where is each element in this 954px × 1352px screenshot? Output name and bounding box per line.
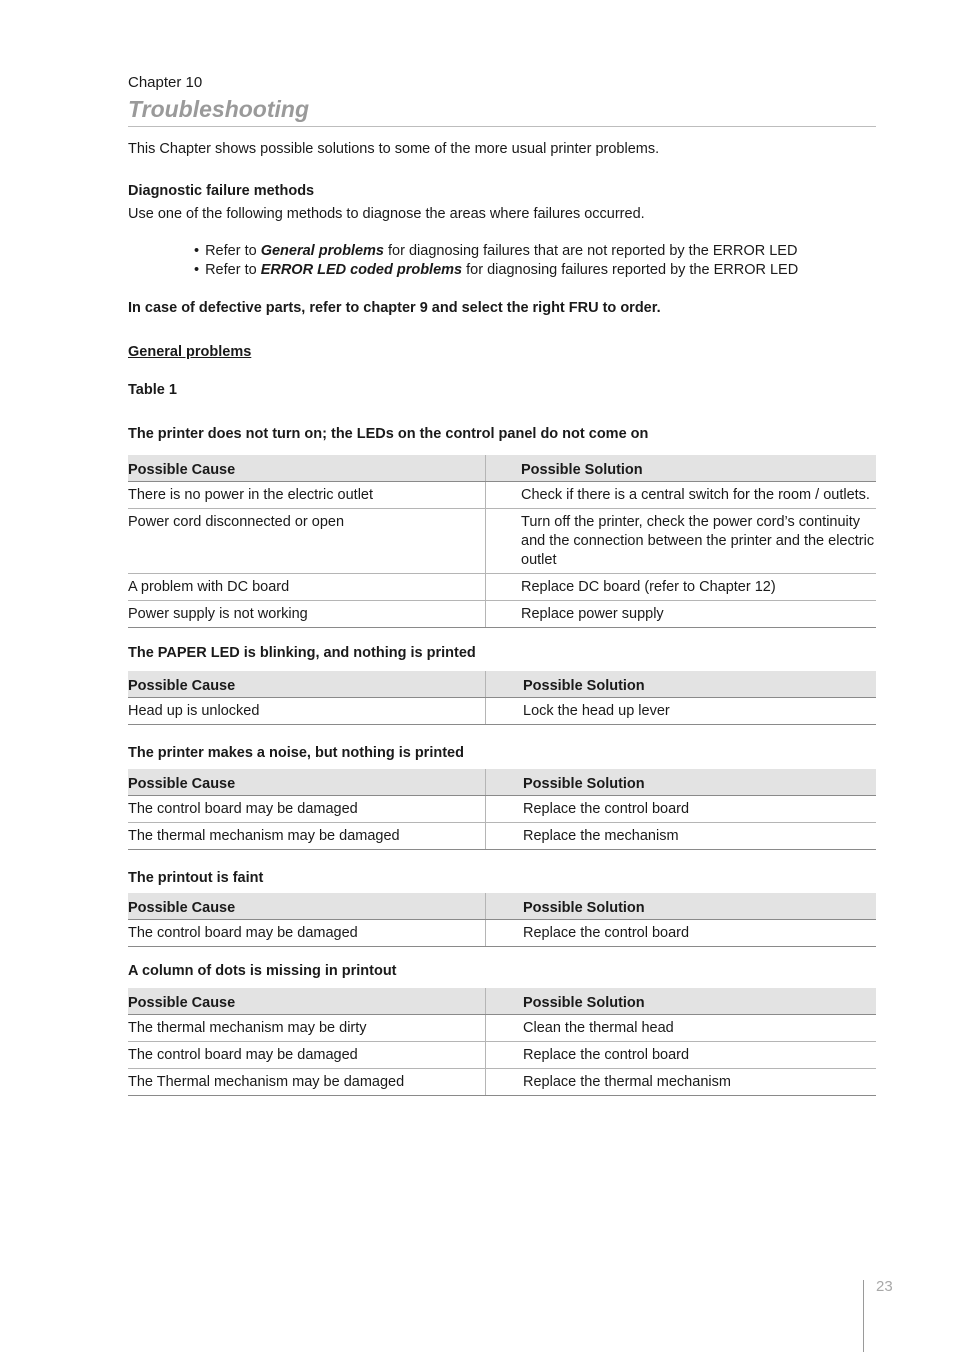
solution-cell: Replace the mechanism <box>486 823 877 850</box>
cause-cell: The control board may be damaged <box>128 920 486 947</box>
section-title: The printer does not turn on; the LEDs on the control panel do not come on <box>128 426 649 442</box>
solution-cell: Clean the thermal head <box>486 1015 877 1042</box>
troubleshooting-table <box>128 671 876 725</box>
section-title: A column of dots is missing in printout <box>128 963 397 979</box>
troubleshooting-table <box>128 455 876 628</box>
section-title: The printer makes a noise, but nothing is printed <box>128 745 464 761</box>
diagnostic-methods-list <box>128 242 876 280</box>
solution-cell: Replace power supply <box>486 601 877 628</box>
troubleshooting-table <box>128 893 876 947</box>
general-problems-reference: General problems <box>260 243 384 259</box>
table-header-row <box>128 455 876 482</box>
document-page <box>128 72 876 1096</box>
cause-cell: The thermal mechanism may be damaged <box>128 823 486 850</box>
solution-cell: Replace the control board <box>486 1042 877 1069</box>
section-title: The PAPER LED is blinking, and nothing is printed <box>128 645 476 661</box>
table-label: Table 1 <box>128 382 177 398</box>
table-row <box>128 1069 876 1096</box>
cause-header: Possible Cause <box>128 769 486 796</box>
cause-cell: The control board may be damaged <box>128 1042 486 1069</box>
diagnostic-heading: Diagnostic failure methods <box>128 183 315 199</box>
cause-cell: A problem with DC board <box>128 574 486 601</box>
solution-cell: Replace DC board (refer to Chapter 12) <box>486 574 877 601</box>
table-row <box>128 796 876 823</box>
troubleshooting-table <box>128 769 876 850</box>
cause-cell: The thermal mechanism may be dirty <box>128 1015 486 1042</box>
defective-parts-note: In case of defective parts, refer to chapter 9 and select the right FRU to order. <box>128 300 661 316</box>
solution-cell: Turn off the printer, check the power cord’s continuity and the connection between the printer and the electric outlet <box>486 509 877 574</box>
solution-cell: Replace the control board <box>486 796 877 823</box>
page-margin-rule <box>863 1280 864 1352</box>
general-problems-heading: General problems <box>128 344 252 360</box>
solution-cell: Replace the control board <box>486 920 877 947</box>
solution-cell: Replace the thermal mechanism <box>486 1069 877 1096</box>
solution-cell: Check if there is a central switch for the room / outlets. <box>486 482 877 509</box>
solution-cell: Lock the head up lever <box>486 698 877 725</box>
table-header-row <box>128 769 876 796</box>
cause-header: Possible Cause <box>128 671 486 698</box>
list-item: • Refer to General problems for diagnosing failures that are not reported by the ERROR LED <box>194 242 876 261</box>
table-header-row <box>128 671 876 698</box>
table-row <box>128 698 876 725</box>
table-row <box>128 1042 876 1069</box>
cause-cell: Power supply is not working <box>128 601 486 628</box>
cause-header: Possible Cause <box>128 455 486 482</box>
cause-cell: The control board may be damaged <box>128 796 486 823</box>
table-row <box>128 601 876 628</box>
chapter-label: Chapter 10 <box>128 74 203 91</box>
troubleshooting-table <box>128 988 876 1096</box>
cause-header: Possible Cause <box>128 988 486 1015</box>
page-number: 23 <box>876 1278 893 1295</box>
table-row <box>128 482 876 509</box>
table-header-row <box>128 988 876 1015</box>
section-title: The printout is faint <box>128 870 264 886</box>
cause-cell: Head up is unlocked <box>128 698 486 725</box>
cause-cell: The Thermal mechanism may be damaged <box>128 1069 486 1096</box>
cause-cell: Power cord disconnected or open <box>128 509 486 574</box>
table-header-row <box>128 893 876 920</box>
table-row <box>128 823 876 850</box>
solution-header: Possible Solution <box>486 988 877 1015</box>
cause-cell: There is no power in the electric outlet <box>128 482 486 509</box>
solution-header: Possible Solution <box>486 455 877 482</box>
intro-text: This Chapter shows possible solutions to some of the more usual printer problems. <box>128 141 660 157</box>
chapter-title: Troubleshooting <box>128 94 876 127</box>
table-row <box>128 574 876 601</box>
solution-header: Possible Solution <box>486 671 877 698</box>
table-row <box>128 1015 876 1042</box>
diagnostic-text: Use one of the following methods to diagnose the areas where failures occurred. <box>128 206 645 222</box>
error-led-reference: ERROR LED coded problems <box>260 262 463 278</box>
cause-header: Possible Cause <box>128 893 486 920</box>
table-row <box>128 509 876 574</box>
solution-header: Possible Solution <box>486 893 877 920</box>
list-item: • Refer to ERROR LED coded problems for diagnosing failures reported by the ERROR LED <box>194 261 876 280</box>
table-row <box>128 920 876 947</box>
solution-header: Possible Solution <box>486 769 877 796</box>
